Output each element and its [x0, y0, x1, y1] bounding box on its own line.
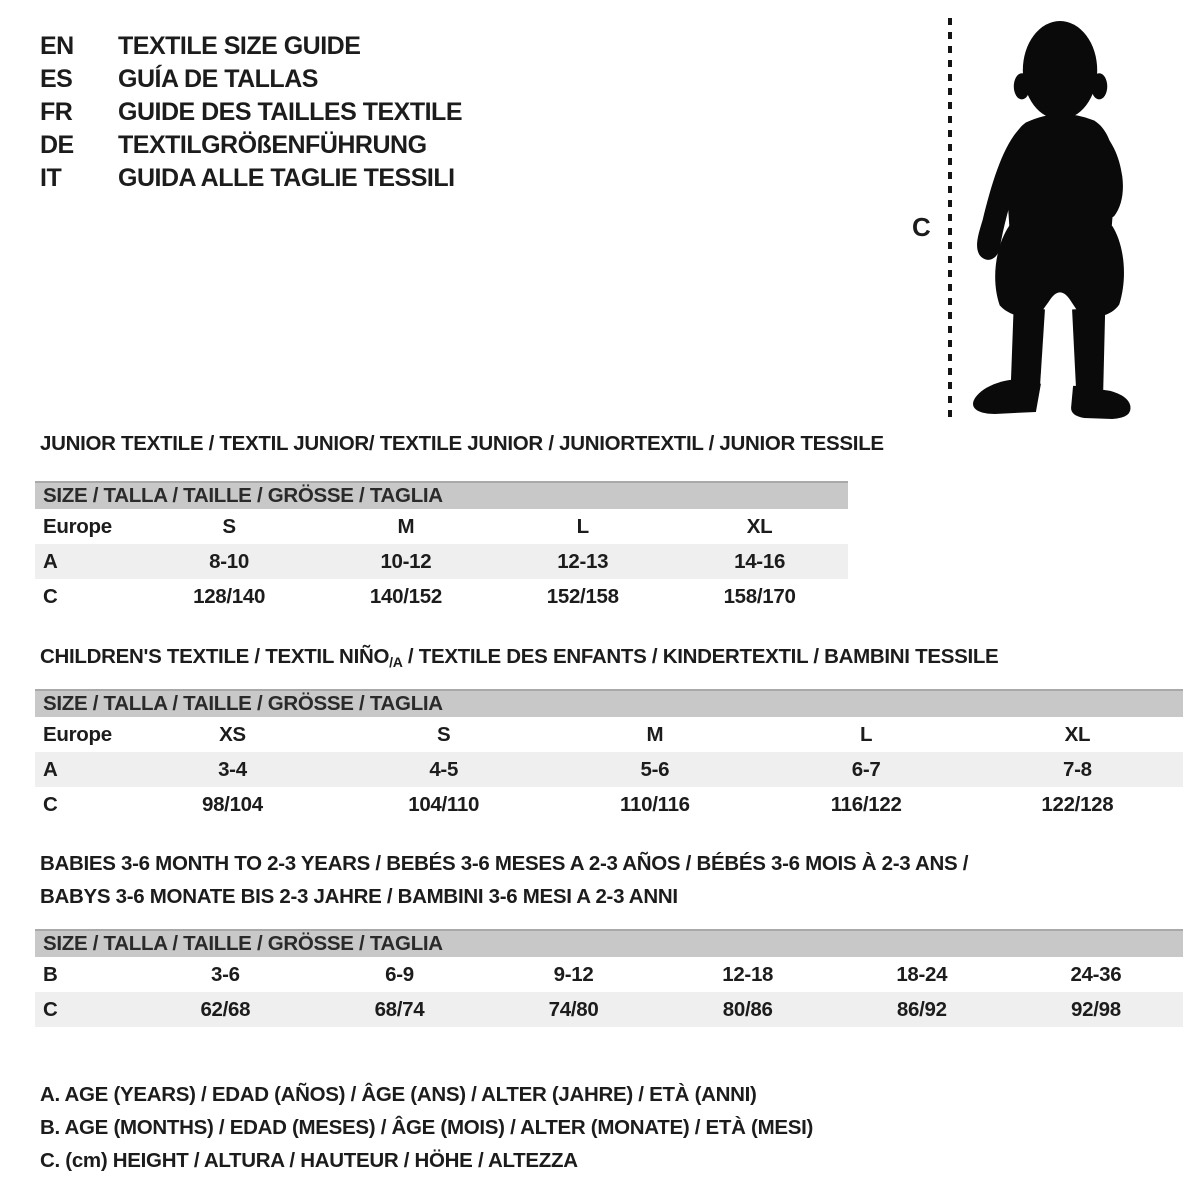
table-cell: 140/152: [369, 584, 442, 608]
row-label: A: [43, 549, 58, 573]
table-cell: 98/104: [201, 792, 263, 816]
babies-title-line2: BABYS 3-6 MONATE BIS 2-3 JAHRE / BAMBINI 3-6 MESI A 2-3 ANNI: [40, 885, 678, 908]
table-row: [35, 992, 1183, 1027]
measure-legend: [40, 1078, 813, 1177]
table-cell: M: [646, 722, 664, 746]
lang-row-it: [40, 162, 462, 195]
table-cell: 10-12: [380, 549, 432, 573]
junior-section-title: JUNIOR TEXTILE / TEXTIL JUNIOR/ TEXTILE JUNIOR / JUNIORTEXTIL / JUNIOR TESSILE: [40, 432, 884, 455]
table-cell: 4-5: [429, 757, 459, 781]
row-label: Europe: [43, 722, 112, 746]
table-row: [35, 544, 848, 579]
table-cell: 12-18: [722, 962, 774, 986]
table-cell: 7-8: [1063, 757, 1092, 781]
size-header-bar: SIZE / TALLA / TAILLE / GRÖSSE / TAGLIA: [35, 481, 848, 509]
table-cell: 3-4: [218, 757, 247, 781]
table-cell: 62/68: [200, 997, 251, 1021]
table-cell: 74/80: [548, 997, 599, 1021]
table-row: [35, 509, 848, 544]
table-row: [35, 579, 848, 614]
table-cell: 86/92: [896, 997, 947, 1021]
table-cell: 104/110: [408, 792, 480, 816]
language-title-block: [40, 30, 462, 195]
lang-label: TEXTILGRÖßENFÜHRUNG: [118, 131, 427, 159]
babies-title-line1: BABIES 3-6 MONTH TO 2-3 YEARS / BEBÉS 3-6 MESES A 2-3 AÑOS / BÉBÉS 3-6 MOIS À 2-3 ANS /: [40, 852, 969, 875]
legend-line-c: C. (cm) HEIGHT / ALTURA / HAUTEUR / HÖHE / ALTEZZA: [40, 1149, 578, 1172]
table-cell: 116/122: [830, 792, 902, 816]
table-cell: L: [860, 722, 873, 746]
table-cell: 9-12: [553, 962, 594, 986]
table-cell: 14-16: [734, 549, 786, 573]
table-cell: 92/98: [1071, 997, 1121, 1021]
table-cell: L: [576, 514, 589, 538]
table-cell: 8-10: [209, 549, 250, 573]
table-row: [35, 787, 1183, 822]
table-cell: 122/128: [1041, 792, 1114, 816]
height-measure-figure: [900, 10, 1160, 430]
row-label: C: [43, 997, 58, 1021]
children-title-part1: CHILDREN'S TEXTILE / TEXTIL NIÑO: [40, 645, 390, 668]
size-header-bar: SIZE / TALLA / TAILLE / GRÖSSE / TAGLIA: [35, 689, 1183, 717]
table-cell: 18-24: [896, 962, 948, 986]
table-cell: 3-6: [211, 962, 240, 986]
table-cell: XL: [1064, 722, 1091, 746]
row-label: B: [43, 962, 58, 986]
row-label: C: [43, 584, 58, 608]
table-cell: 80/86: [722, 997, 773, 1021]
lang-row-de: [40, 129, 462, 162]
table-row: [35, 957, 1183, 992]
size-header-bar: SIZE / TALLA / TAILLE / GRÖSSE / TAGLIA: [35, 929, 1183, 957]
table-row: [35, 717, 1183, 752]
table-row: [35, 752, 1183, 787]
table-cell: XL: [746, 514, 773, 538]
lang-label: GUIDE DES TAILLES TEXTILE: [118, 98, 463, 126]
table-cell: 6-7: [851, 757, 881, 781]
children-size-table: [35, 689, 1183, 822]
lang-label: GUIDA ALLE TAGLIE TESSILI: [118, 164, 455, 192]
lang-code: DE: [40, 131, 74, 159]
table-cell: S: [436, 722, 451, 746]
row-label: Europe: [43, 514, 112, 538]
children-title-sub: /A: [389, 654, 403, 670]
lang-label: GUÍA DE TALLAS: [118, 65, 318, 93]
table-cell: 12-13: [557, 549, 609, 573]
lang-code: EN: [40, 32, 74, 60]
table-cell: M: [397, 514, 415, 538]
lang-code: FR: [40, 98, 73, 126]
table-cell: XS: [219, 722, 246, 746]
table-cell: 24-36: [1070, 962, 1122, 986]
babies-section-title: [40, 852, 968, 909]
row-label: A: [43, 757, 58, 781]
table-cell: 6-9: [385, 962, 414, 986]
height-measure-label: C: [912, 212, 931, 242]
junior-size-table: [35, 481, 848, 614]
children-section-title: [40, 645, 998, 670]
children-title-part2: / TEXTILE DES ENFANTS / KINDERTEXTIL / BAMBINI TESSILE: [402, 645, 999, 668]
toddler-silhouette-icon: [968, 14, 1146, 424]
legend-line-b: B. AGE (MONTHS) / EDAD (MESES) / ÂGE (MOIS) / ALTER (MONATE) / ETÀ (MESI): [40, 1116, 814, 1139]
lang-code: ES: [40, 65, 73, 93]
lang-code: IT: [40, 164, 62, 192]
table-cell: 158/170: [723, 584, 796, 608]
lang-row-en: [40, 30, 462, 63]
table-cell: 152/158: [546, 584, 619, 608]
babies-size-table: [35, 929, 1183, 1027]
row-label: C: [43, 792, 58, 816]
table-cell: 128/140: [193, 584, 266, 608]
lang-row-fr: [40, 96, 462, 129]
table-cell: S: [222, 514, 236, 538]
legend-line-a: A. AGE (YEARS) / EDAD (AÑOS) / ÂGE (ANS) / ALTER (JAHRE) / ETÀ (ANNI): [40, 1083, 757, 1106]
table-cell: 5-6: [640, 757, 670, 781]
table-cell: 110/116: [620, 792, 690, 816]
lang-row-es: [40, 63, 462, 96]
lang-label: TEXTILE SIZE GUIDE: [118, 32, 361, 60]
table-cell: 68/74: [374, 997, 425, 1021]
height-dashed-line: [948, 18, 952, 418]
